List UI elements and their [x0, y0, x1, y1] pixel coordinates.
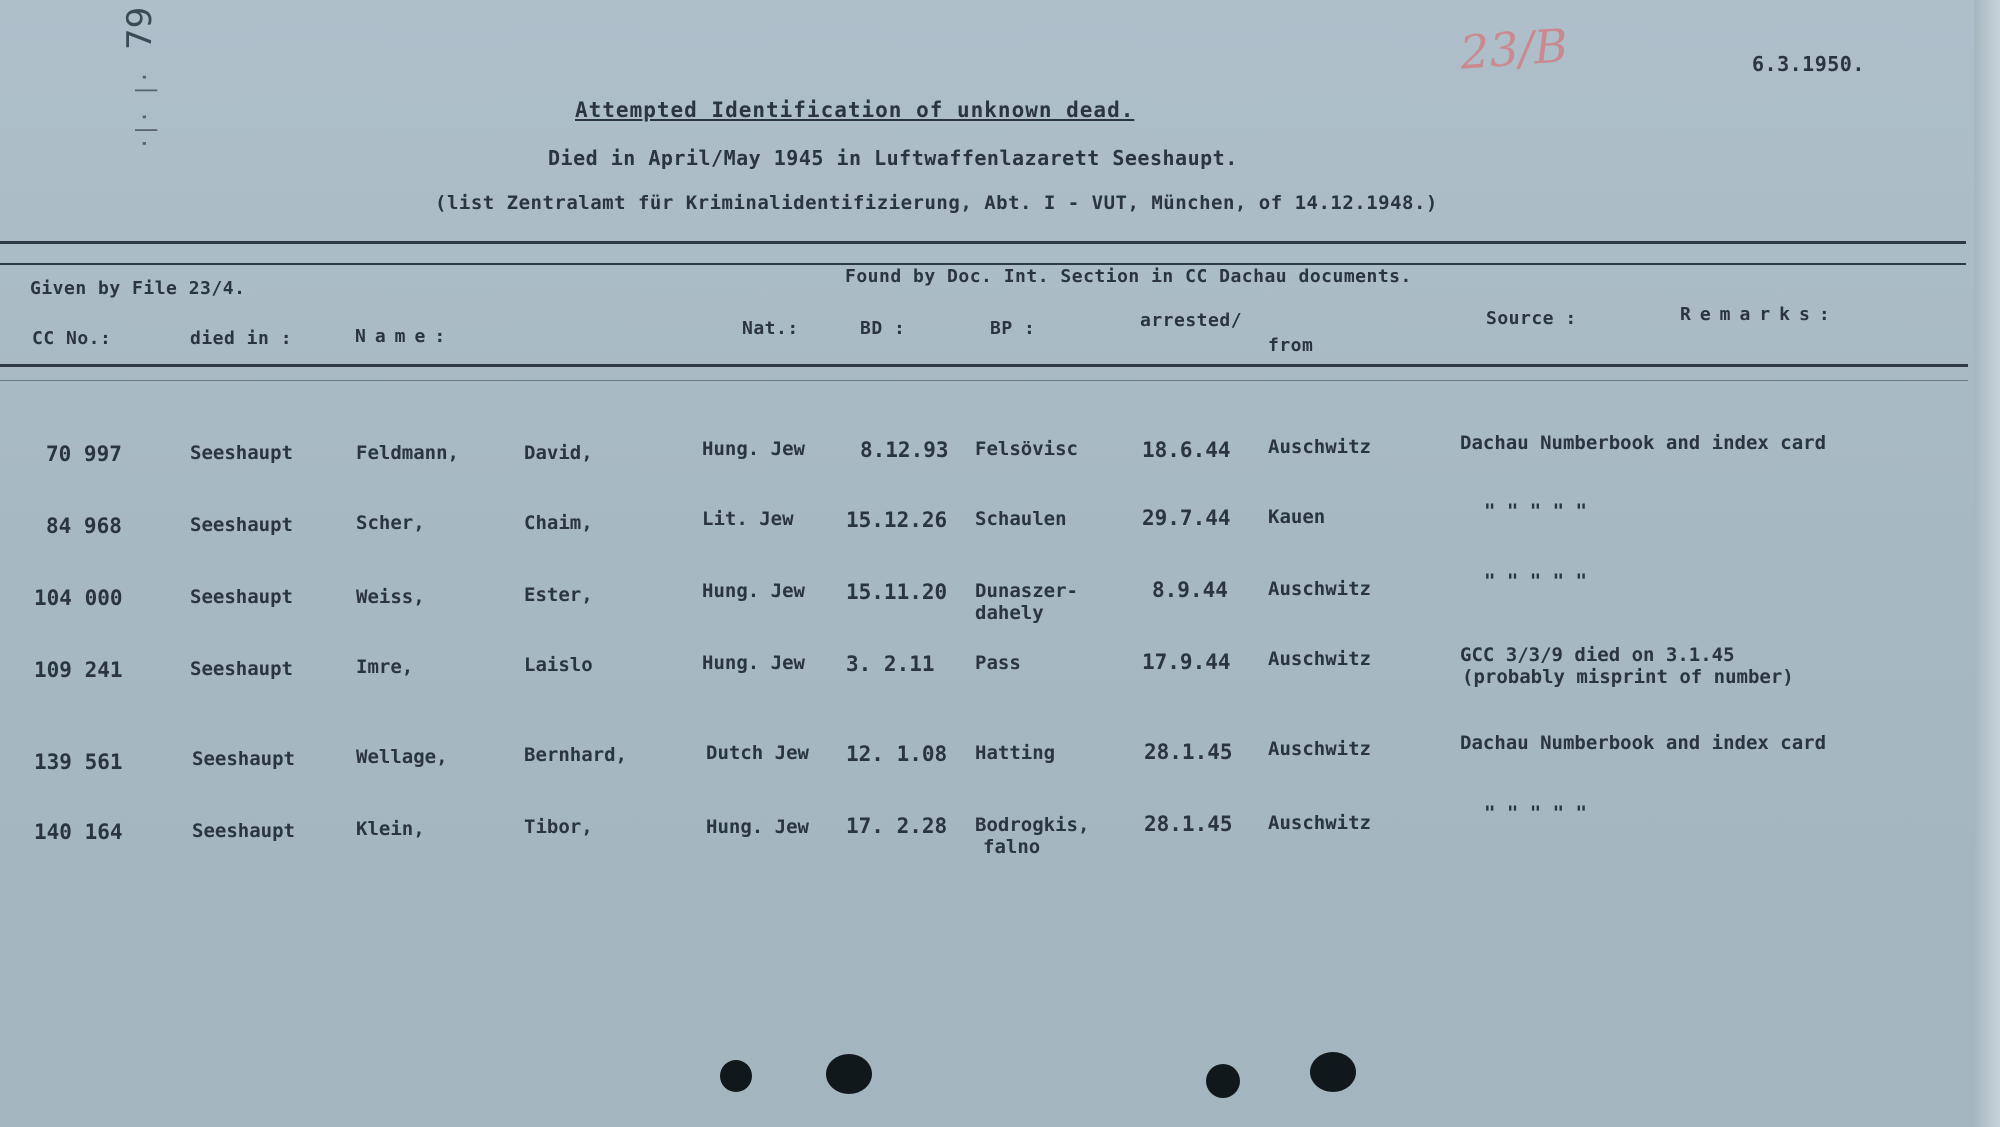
died-in: Seeshaupt	[192, 748, 295, 770]
cc-no: 139 561	[34, 750, 123, 774]
source: " " " " "	[1484, 570, 1587, 592]
nationality: Hung. Jew	[702, 580, 805, 602]
died-in: Seeshaupt	[190, 442, 293, 464]
arrival-date: 28.1.45	[1144, 740, 1233, 764]
arrived-from: Auschwitz	[1268, 738, 1371, 760]
found-by-label: Found by Doc. Int. Section in CC Dachau documents.	[845, 266, 1412, 287]
col-cc-no: CC No.:	[32, 328, 112, 349]
table-row	[0, 732, 1970, 800]
firstname: Chaim,	[524, 512, 593, 534]
header-rule-top-thin	[0, 263, 1966, 265]
page-edge	[1974, 0, 2000, 1127]
header-rule-bottom	[0, 364, 1968, 367]
header-rule-top	[0, 241, 1966, 244]
col-source: Source :	[1486, 308, 1577, 329]
punch-hole	[720, 1060, 752, 1092]
birth-date: 8.12.93	[860, 438, 949, 462]
table-row	[0, 500, 1970, 564]
firstname: Bernhard,	[524, 744, 627, 766]
document-subtitle: Died in April/May 1945 in Luftwaffenlazarett Seeshaupt.	[548, 146, 1238, 170]
cc-no: 104 000	[34, 586, 123, 610]
table-row	[0, 570, 1970, 636]
died-in: Seeshaupt	[192, 820, 295, 842]
arrival-date: 17.9.44	[1142, 650, 1231, 674]
arrived-from: Auschwitz	[1268, 648, 1371, 670]
firstname: Ester,	[524, 584, 593, 606]
source: GCC 3/3/9 died on 3.1.45	[1460, 644, 1735, 666]
col-nat: Nat.:	[742, 318, 799, 339]
arrived-from: Kauen	[1268, 506, 1326, 528]
arrived-from: Auschwitz	[1268, 578, 1371, 600]
col-from: from	[1268, 335, 1314, 356]
firstname: David,	[524, 442, 593, 464]
punch-hole	[826, 1054, 872, 1094]
arrival-date: 18.6.44	[1142, 438, 1231, 462]
remarks: (probably misprint of number)	[1462, 666, 1794, 688]
cc-no: 109 241	[34, 658, 123, 682]
birth-place-cont: dahely	[975, 602, 1044, 624]
arrived-from: Auschwitz	[1268, 436, 1371, 458]
birth-date: 3. 2.11	[846, 652, 935, 676]
document-source-note: (list Zentralamt für Kriminalidentifizierung, Abt. I - VUT, München, of 14.12.1948.)	[435, 192, 1438, 214]
arrival-date: 28.1.45	[1144, 812, 1233, 836]
source: Dachau Numberbook and index card	[1460, 732, 1827, 754]
birth-place: Bodrogkis,	[975, 814, 1090, 836]
nationality: Lit. Jew	[702, 508, 794, 530]
col-bp: BP :	[990, 318, 1036, 339]
punch-hole	[1310, 1052, 1356, 1092]
arrived-from: Auschwitz	[1268, 812, 1371, 834]
died-in: Seeshaupt	[190, 658, 293, 680]
col-name: Name:	[355, 326, 455, 347]
arrival-date: 8.9.44	[1152, 578, 1228, 602]
cc-no: 70 997	[46, 442, 122, 466]
birth-place: Hatting	[975, 742, 1056, 764]
firstname: Tibor,	[524, 816, 593, 838]
surname: Klein,	[356, 818, 425, 840]
col-bd: BD :	[860, 318, 906, 339]
col-died-in: died in :	[190, 328, 293, 349]
surname: Scher,	[356, 512, 425, 534]
nationality: Hung. Jew	[702, 438, 805, 460]
cc-no: 84 968	[46, 514, 122, 538]
table-row	[0, 432, 1970, 492]
source: " " " " "	[1484, 802, 1587, 824]
margin-marks: ·|· |·	[133, 70, 158, 150]
birth-place: Schaulen	[975, 508, 1067, 530]
cc-no: 140 164	[34, 820, 123, 844]
birth-date: 15.12.26	[846, 508, 948, 532]
died-in: Seeshaupt	[190, 514, 293, 536]
firstname: Laislo	[524, 654, 593, 676]
birth-place: Felsövisc	[975, 438, 1078, 460]
birth-place: Pass	[975, 652, 1021, 674]
surname: Imre,	[356, 656, 414, 678]
birth-date: 15.11.20	[846, 580, 948, 604]
surname: Weiss,	[356, 586, 425, 608]
birth-place: Dunaszer-	[975, 580, 1078, 602]
nationality: Dutch Jew	[706, 742, 809, 764]
col-arrested: arrested/	[1140, 310, 1243, 331]
document-title: Attempted Identification of unknown dead.	[575, 98, 1135, 122]
given-by-label: Given by File 23/4.	[30, 278, 246, 299]
header-rule-bottom-thin	[0, 380, 1968, 381]
birth-date: 12. 1.08	[846, 742, 948, 766]
margin-number: 79	[120, 6, 160, 50]
source: Dachau Numberbook and index card	[1460, 432, 1827, 454]
birth-place-cont: falno	[983, 836, 1041, 858]
pencil-note: 23/B	[1458, 18, 1570, 80]
table-row	[0, 802, 1970, 872]
surname: Feldmann,	[356, 442, 459, 464]
document-date: 6.3.1950.	[1752, 52, 1865, 76]
col-remarks: Remarks:	[1680, 304, 1839, 325]
died-in: Seeshaupt	[190, 586, 293, 608]
table-row	[0, 644, 1970, 708]
source: " " " " "	[1484, 500, 1587, 522]
birth-date: 17. 2.28	[846, 814, 948, 838]
surname: Wellage,	[356, 746, 448, 768]
punch-hole	[1206, 1064, 1240, 1098]
nationality: Hung. Jew	[706, 816, 809, 838]
arrival-date: 29.7.44	[1142, 506, 1231, 530]
nationality: Hung. Jew	[702, 652, 805, 674]
